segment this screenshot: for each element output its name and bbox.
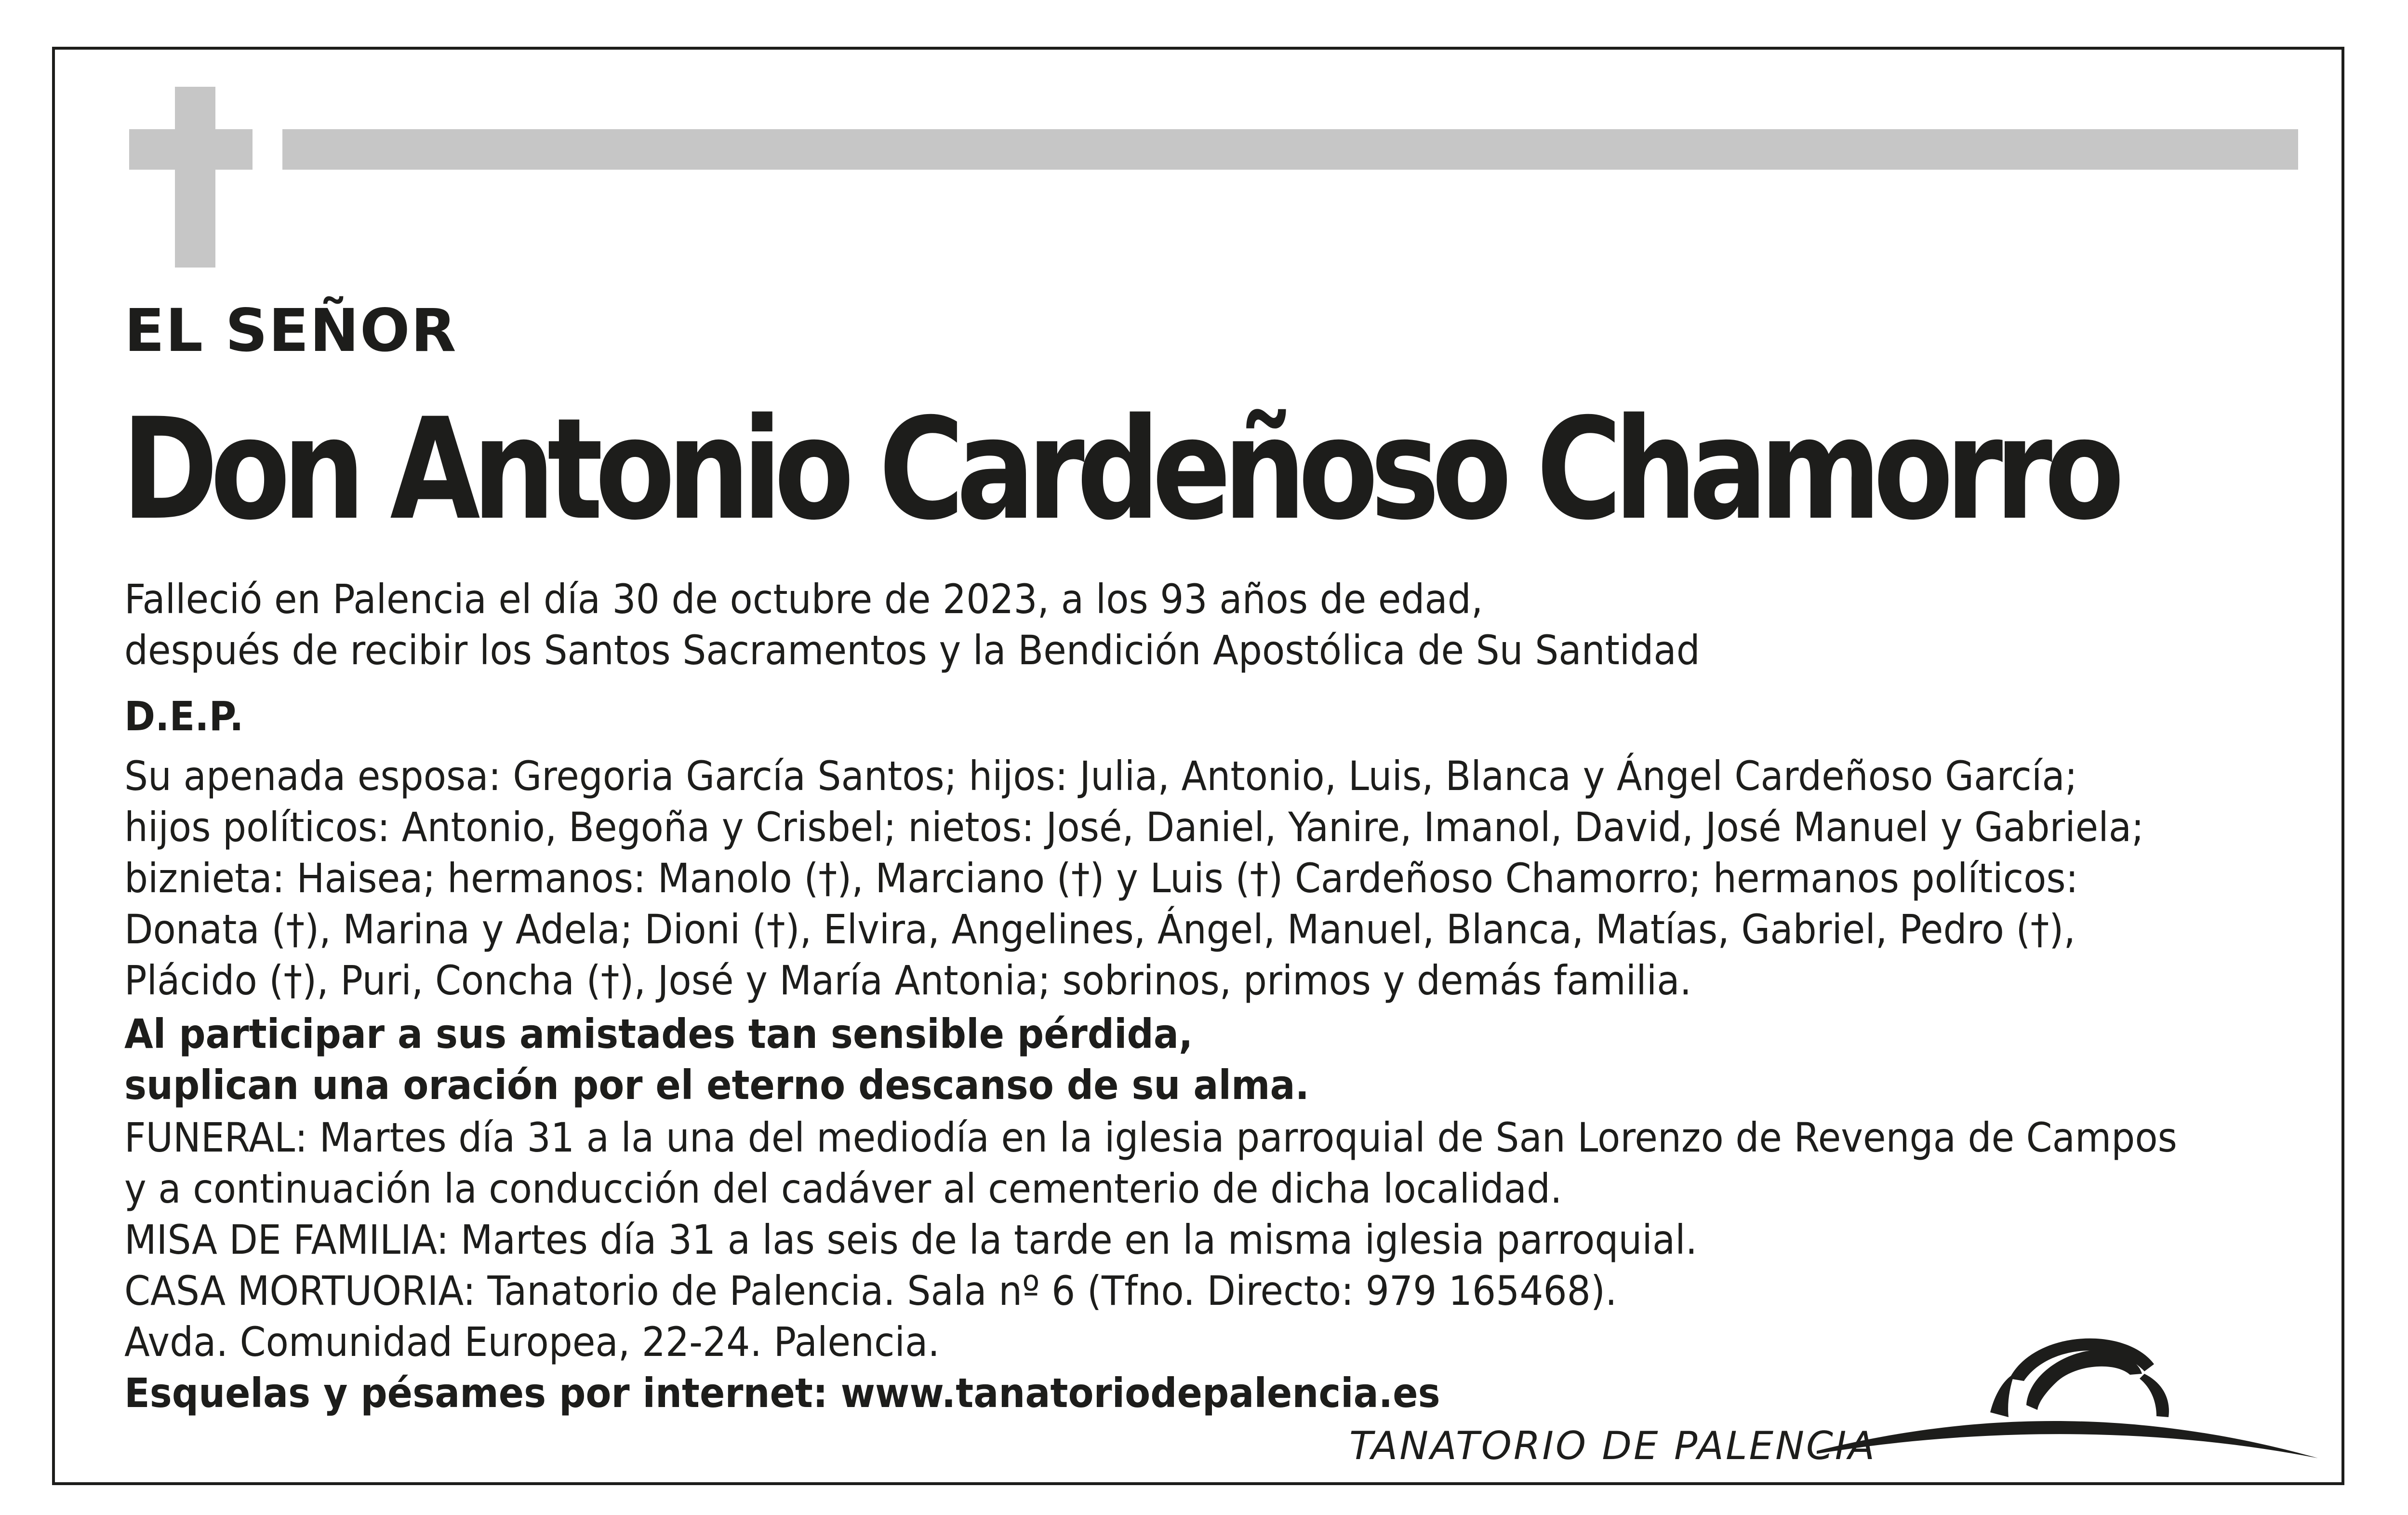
funeral-line: y a continuación la conducción del cadáver al cementerio de dicha localidad.: [124, 1165, 1562, 1212]
closing-message: [124, 1008, 1309, 1111]
death-notice-intro: [124, 574, 1700, 676]
funeral-line: CASA MORTUORIA: Tanatorio de Palencia. Sala nº 6 (Tfno. Directo: 979 165468).: [124, 1267, 1617, 1314]
honorific-heading: EL SEÑOR: [124, 296, 457, 365]
dep-label: D.E.P.: [124, 693, 244, 740]
funeral-line: FUNERAL: Martes día 31 a la una del mediodía en la iglesia parroquial de San Lorenzo de Revenga de Campos: [124, 1114, 2177, 1161]
family-line: Su apenada esposa: Gregoria García Santos; hijos: Julia, Antonio, Luis, Blanca y Ángel Cardeñoso García;: [124, 752, 2077, 800]
cross-icon-arm: [129, 129, 253, 170]
intro-line: después de recibir los Santos Sacramentos y la Bendición Apostólica de Su Santidad: [124, 627, 1700, 674]
family-line: Donata (†), Marina y Adela; Dioni (†), Elvira, Angelines, Ángel, Manuel, Blanca, Matías, Gabriel, Pedro (†),: [124, 906, 2075, 953]
family-list: [124, 751, 2144, 1006]
family-line: biznieta: Haisea; hermanos: Manolo (†), Marciano (†) y Luis (†) Cardeñoso Chamorro; hermanos políticos:: [124, 855, 2078, 902]
brand-name: TANATORIO DE PALENCIA: [1349, 1423, 1877, 1468]
family-line: Plácido (†), Puri, Concha (†), José y María Antonia; sobrinos, primos y demás familia.: [124, 957, 1692, 1004]
header-bar: [282, 129, 2298, 170]
family-line: hijos políticos: Antonio, Begoña y Crisbel; nietos: José, Daniel, Yanire, Imanol, David, José Manuel y Gabriela;: [124, 804, 2144, 851]
deceased-name: Don Antonio Cardeñoso Chamorro: [121, 389, 2117, 551]
intro-line: Falleció en Palencia el día 30 de octubre de 2023, a los 93 años de edad,: [124, 576, 1483, 623]
funeral-line: Avda. Comunidad Europea, 22-24. Palencia.: [124, 1318, 940, 1366]
cross-icon: [175, 87, 215, 268]
web-line: Esquelas y pésames por internet: www.tanatoriodepalencia.es: [124, 1369, 1440, 1417]
closing-line: Al participar a sus amistades tan sensible pérdida,: [124, 1010, 1193, 1058]
tanatorio-logo-icon: [1807, 1321, 2328, 1475]
closing-line: suplican una oración por el eterno descanso de su alma.: [124, 1061, 1310, 1109]
funeral-line: MISA DE FAMILIA: Martes día 31 a las seis de la tarde en la misma iglesia parroquial.: [124, 1216, 1698, 1263]
